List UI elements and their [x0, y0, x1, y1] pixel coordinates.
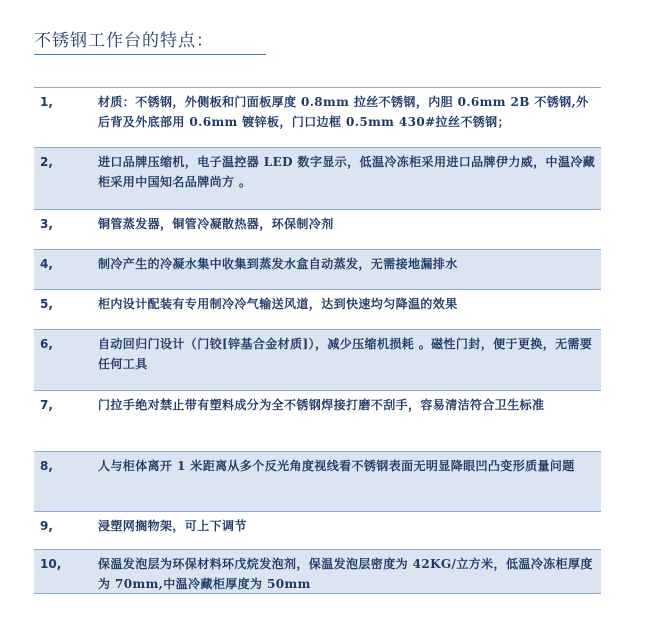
table-row [34, 250, 601, 290]
row-number: 7, [40, 398, 53, 412]
row-text: 铜管蒸发器，铜管冷凝散热器，环保制冷剂 [98, 217, 334, 231]
row-text: 浸塑网搁物架，可上下调节 [98, 519, 247, 533]
row-number: 5, [40, 297, 53, 311]
row-number: 10, [40, 557, 62, 571]
row-text: 门拉手绝对禁止带有塑料成分为全不锈钢焊接打磨不刮手，容易清洁符合卫生标准 [98, 398, 545, 412]
table-row [34, 391, 601, 452]
table-row [34, 290, 601, 330]
table-row [34, 550, 601, 594]
row-number: 4, [40, 257, 53, 271]
row-number: 2, [40, 155, 53, 169]
row-number: 6, [40, 337, 53, 351]
row-number: 9, [40, 519, 53, 533]
features-table [34, 87, 601, 594]
table-row [34, 148, 601, 210]
row-number: 8, [40, 459, 53, 473]
row-text: 材质：不锈钢，外侧板和门面板厚度 0.8mm 拉丝不锈钢，内胆 0.6mm 2B 不锈钢,外后背及外底部用 0.6mm 镀锌板，门口边框 0.5mm 430#拉丝不锈钢； [98, 95, 589, 129]
row-text: 制冷产生的冷凝水集中收集到蒸发水盒自动蒸发，无需接地漏排水 [98, 257, 458, 271]
table-row [34, 330, 601, 391]
row-number: 1, [40, 95, 53, 109]
table-row [34, 512, 601, 550]
row-text: 人与柜体离开 1 米距离从多个反光角度视线看不锈钢表面无明显降眼凹凸变形质量问题 [98, 459, 575, 473]
row-text: 进口品牌压缩机，电子温控器 LED 数字显示，低温冷冻柜采用进口品牌伊力威，中温冷藏柜采用中国知名品牌尚方 。 [98, 155, 596, 189]
row-text: 保温发泡层为环保材料环戊烷发泡剂，保温发泡层密度为 42KG/立方米，低温冷冻柜厚度为 70mm,中温冷藏柜厚度为 50mm [98, 557, 593, 591]
row-text: 柜内设计配装有专用制冷冷气输送风道，达到快速均匀降温的效果 [98, 297, 458, 311]
table-row [34, 210, 601, 250]
table-row [34, 88, 601, 148]
row-text: 自动回归门设计（门铰[锌基合金材质]），减少压缩机损耗 。磁性门封，便于更换，无需要任何工具 [98, 337, 593, 371]
table-row [34, 452, 601, 512]
page-title: 不锈钢工作台的特点： [34, 30, 266, 55]
row-number: 3, [40, 217, 53, 231]
